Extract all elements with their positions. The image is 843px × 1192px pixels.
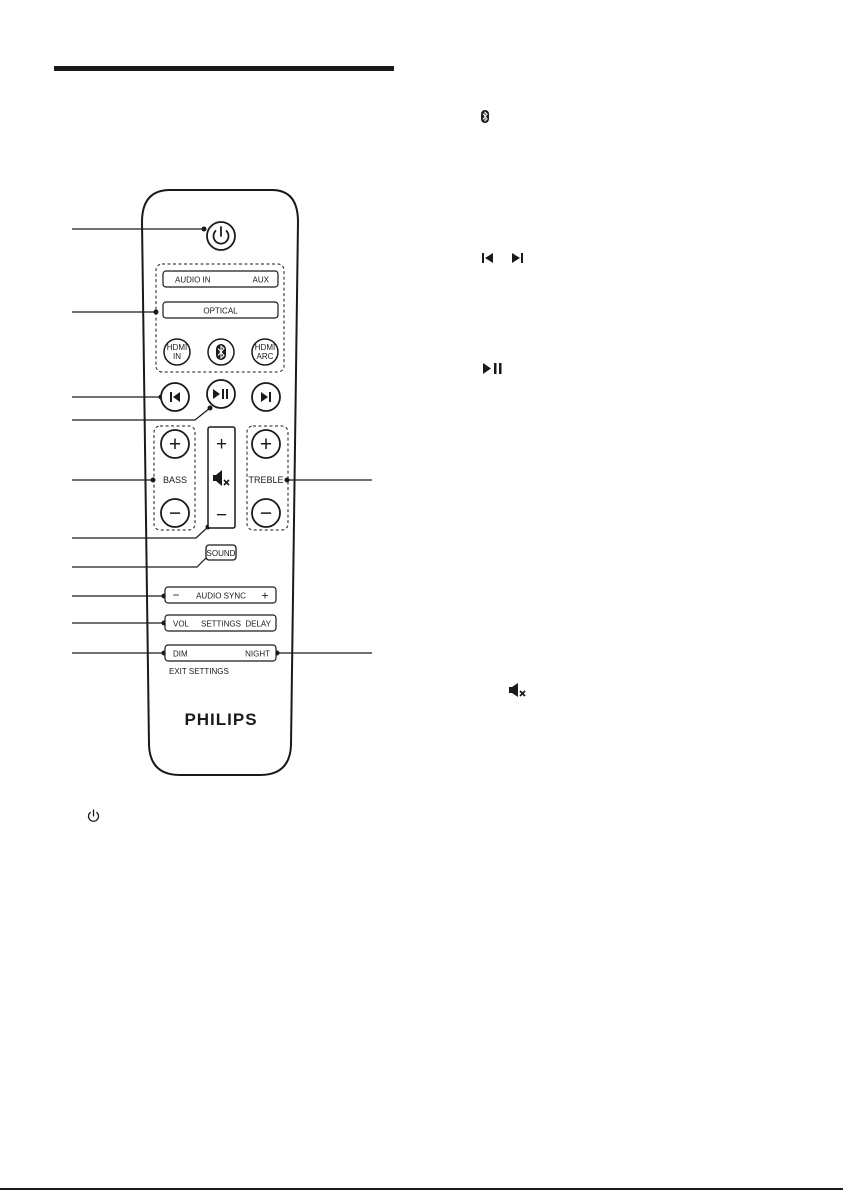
treble-label: TREBLE [248, 475, 284, 485]
treble-up-button[interactable] [252, 430, 280, 458]
audio-sync-label: AUDIO SYNC [196, 591, 246, 601]
treble-minus-symbol: − [259, 502, 273, 525]
optical-button[interactable] [163, 302, 278, 318]
exit-settings-label: EXIT SETTINGS [169, 667, 229, 676]
hdmi-arc-label-line-2: ARC [256, 352, 274, 361]
audio-sync-plus-symbol: + [261, 588, 269, 603]
volume-minus-symbol: − [215, 505, 228, 526]
hdmi-in-button[interactable] [164, 339, 190, 365]
audio-sync-button[interactable] [165, 587, 276, 603]
bass-minus-symbol: − [168, 502, 182, 525]
bluetooth-icon [216, 344, 226, 360]
bass-plus-symbol: + [168, 433, 182, 456]
bass-down-button[interactable] [161, 499, 189, 527]
delay-label: DELAY [245, 619, 271, 629]
treble-plus-symbol: + [259, 433, 273, 456]
previous-button[interactable] [161, 383, 189, 411]
next-icon [510, 252, 524, 264]
hdmi-arc-button[interactable] [252, 339, 278, 365]
hdmi-arc-label-line-1: HDMI [254, 343, 276, 352]
play-pause-icon [482, 362, 504, 375]
hdmi-in-label-line-1: HDMI [166, 343, 188, 352]
treble-down-button[interactable] [252, 499, 280, 527]
volume-rocker[interactable] [208, 427, 235, 528]
aux-label: AUX [252, 275, 269, 285]
audio-in-aux-button[interactable] [163, 271, 278, 287]
night-label: NIGHT [245, 649, 270, 659]
power-button[interactable] [207, 222, 235, 250]
settings-label: SETTINGS [200, 619, 242, 629]
hdmi-in-label-line-2: IN [173, 352, 181, 361]
optical-label: OPTICAL [203, 306, 238, 316]
bluetooth-icon [481, 110, 489, 123]
power-icon [87, 809, 100, 823]
bluetooth-button[interactable] [208, 339, 234, 365]
mute-icon [508, 682, 528, 698]
previous-icon [481, 252, 495, 264]
bass-label: BASS [162, 475, 188, 485]
next-button[interactable] [252, 383, 280, 411]
audio-in-label: AUDIO IN [175, 275, 211, 285]
page-bottom-rule [0, 1188, 843, 1190]
sound-label: SOUND [206, 549, 236, 558]
dim-label: DIM [173, 649, 188, 659]
sound-button[interactable] [206, 545, 236, 560]
volume-plus-symbol: + [215, 434, 228, 455]
brand-logo: PHILIPS [184, 710, 258, 729]
play-pause-button[interactable] [207, 380, 235, 408]
bass-up-button[interactable] [161, 430, 189, 458]
settings-button[interactable] [165, 615, 276, 631]
vol-label: VOL [173, 619, 190, 629]
audio-sync-minus-symbol: − [172, 588, 180, 602]
dim-night-button[interactable] [165, 645, 276, 661]
